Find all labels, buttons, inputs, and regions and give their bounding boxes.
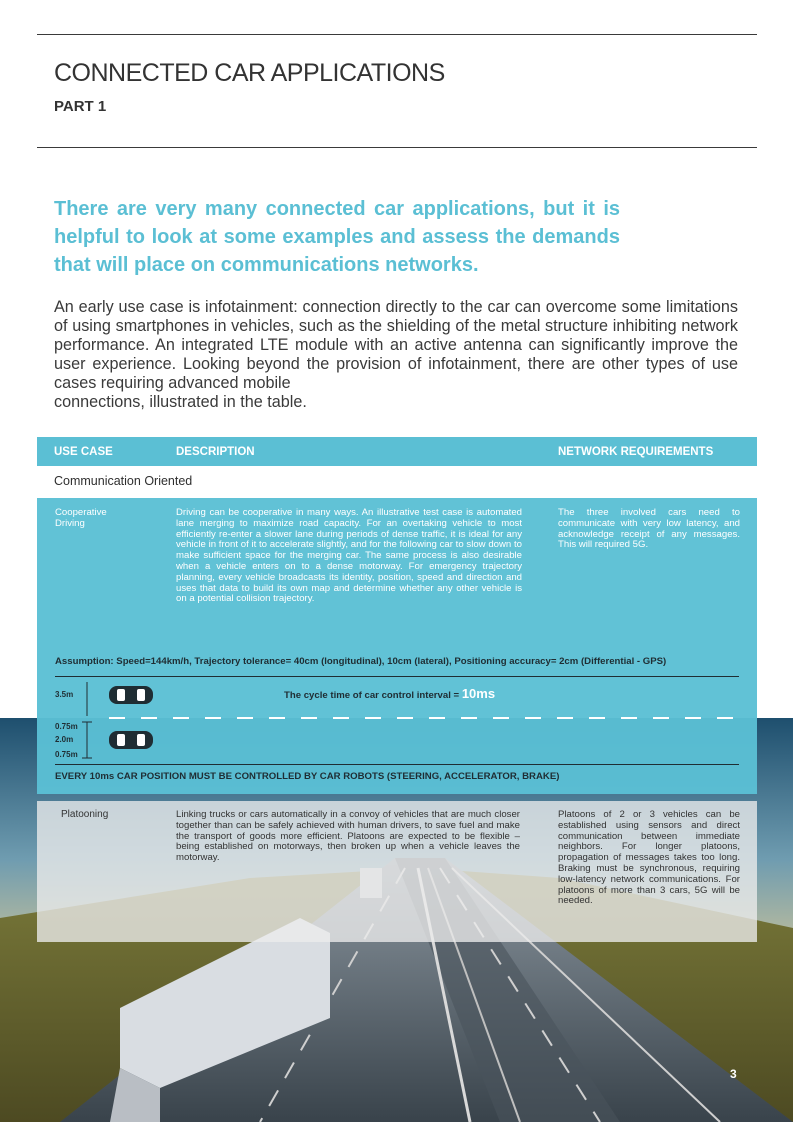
car-width-label: 2.0m (55, 735, 74, 744)
top-rule (37, 34, 757, 35)
description-cell: Driving can be cooperative in many ways. An illustrative test case is automated lane merging to maximize road capacity. For an overtaking vehicle to most efficiently re-enter a slower lane during periods of dense traffic, it is ideal for any vehicle in front of it to accelerate slightly, and for the following car to slow down to make sufficient space for the merging car. The same process is also desirable when a vehicle enters on to a dense motorway. For emergency trajectory planning, every vehicle broadcasts its identity, position, speed and direction and uses that data to build its own map and determine whether any other vehicle is on a potential collision trajectory. (176, 507, 522, 605)
use-case-cell: Cooperative Driving (55, 507, 107, 529)
column-header-use-case: USE CASE (54, 446, 113, 458)
intro-last-line: connections, illustrated in the table. (54, 393, 307, 411)
diagram-footer: EVERY 10ms CAR POSITION MUST BE CONTROLLED BY CAR ROBOTS (STEERING, ACCELERATOR, BRAKE) (55, 771, 560, 782)
intro-paragraph (54, 298, 738, 412)
description-cell: Linking trucks or cars automatically in a convoy of vehicles that are much closer together than can be safely achieved with human drivers, to save fuel and make the transport of goods more efficient. Platoons are expected to be flexible – being established on motorways, then broken up when a vehicle leaves the motorway. (176, 809, 520, 864)
assumption-text: Assumption: Speed=144km/h, Trajectory tolerance= 40cm (longitudinal), 10cm (lateral), Positioning accuracy= 2cm (Differential - GPS) (55, 656, 667, 667)
cycle-time-label (284, 686, 495, 701)
page-number: 3 (730, 1067, 737, 1081)
cycle-time-text: The cycle time of car control interval = (284, 690, 462, 701)
column-header-description: DESCRIPTION (176, 446, 255, 458)
table-row-platooning (37, 801, 757, 942)
car-icon (107, 728, 157, 752)
diagram-bottom-rule (55, 764, 739, 765)
page-subtitle: PART 1 (54, 98, 107, 115)
intro-body: An early use case is infotainment: connection directly to the car can overcome some limitations of using smartphones in vehicles, such as the shielding of the metal structure inhibiting network performance. An integrated LTE module with an active antenna can significantly improve the user experience. Looking beyond the provision of infotainment, there are other types of use cases requiring advanced mobile (54, 298, 738, 392)
header-bottom-rule (37, 147, 757, 148)
gap-label-top: 0.75m (55, 722, 78, 731)
requirements-cell: The three involved cars need to communicate with very low latency, and acknowledge receipt of any messages. This will required 5G. (558, 507, 740, 551)
table-header (37, 437, 757, 466)
column-header-network-requirements: NETWORK REQUIREMENTS (558, 446, 714, 458)
car-icon (107, 683, 157, 707)
use-case-cell: Platooning (61, 809, 109, 820)
section-label: Communication Oriented (54, 474, 193, 488)
table-row-cooperative-driving (37, 498, 757, 794)
gap-label-bottom: 0.75m (55, 750, 78, 759)
page-title: CONNECTED CAR APPLICATIONS (54, 59, 445, 87)
cycle-time-value: 10ms (461, 686, 496, 701)
lane-width-label: 3.5m (55, 690, 74, 699)
requirements-cell: Platoons of 2 or 3 vehicles can be established using sensors and direct communication between immediate neighbors. For longer platoons, propagation of messages takes too long. Braking must be synchronous, requiring low-latency network communications. For platoons of more than 3 cars, 5G will be needed. (558, 809, 740, 907)
lead-paragraph: There are very many connected car applications, but it is helpful to look at some examples and assess the demands that will place on communications networks. (54, 198, 620, 276)
